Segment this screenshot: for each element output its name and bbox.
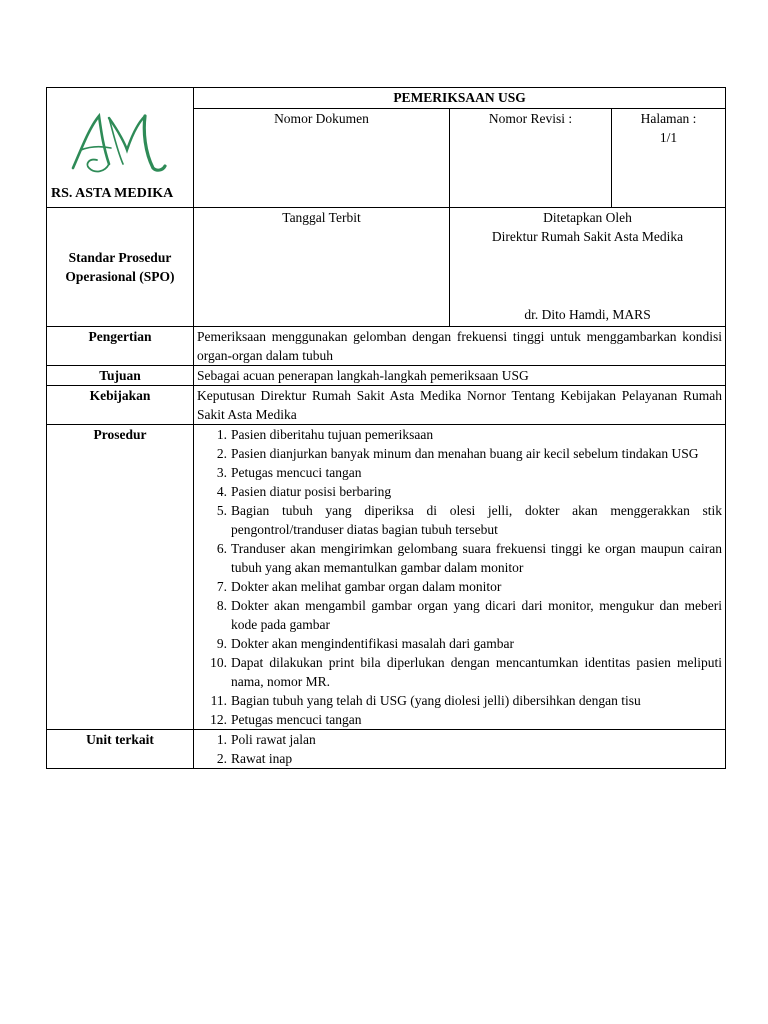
spo-document [46,87,725,769]
director-title: Direktur Rumah Sakit Asta Medika [491,229,684,244]
prosedur-step-number: 8. [216,598,227,613]
prosedur-step [197,501,722,539]
prosedur-step-number: 5. [216,503,227,518]
revision-label: Nomor Revisi : [450,109,612,208]
prosedur-step-text: Petugas mencuci tangan [231,712,362,727]
prosedur-step-text: Bagian tubuh yang telah di USG (yang diolesi jelli) dibersihkan dengan tisu [231,693,641,708]
unit-item [197,749,722,768]
prosedur-step [197,577,722,596]
unit-item-text: Poli rawat jalan [231,732,316,747]
prosedur-step-text: Petugas mencuci tangan [231,465,362,480]
prosedur-step [197,463,722,482]
prosedur-step-number: 10. [210,655,227,670]
prosedur-step-number: 6. [216,541,227,556]
document-title: PEMERIKSAAN USG [194,88,726,109]
prosedur-step-number: 9. [216,636,227,651]
page-info [612,109,726,208]
kebijakan-text: Keputusan Direktur Rumah Sakit Asta Medika Nornor Tentang Kebijakan Pelayanan Rumah Sakit Asta Medika [194,386,726,425]
prosedur-step-text: Dokter akan mengambil gambar organ yang dicari dari monitor, mengukur dan meberi kode pada gambar [231,598,723,632]
unit-item-number: 1. [216,732,227,747]
prosedur-step-text: Dapat dilakukan print bila diperlukan dengan mencantumkan identitas pasien meliputi nama, nomor MR. [231,655,723,689]
prosedur-step-text: Pasien diberitahu tujuan pemeriksaan [231,427,434,442]
unit-item [197,730,722,749]
unit-list [197,730,722,768]
spo-label-line1: Standar Prosedur [68,250,172,265]
prosedur-step [197,710,722,729]
pengertian-label: Pengertian [47,327,194,366]
prosedur-step-number: 4. [216,484,227,499]
prosedur-step-text: Dokter akan mengindentifikasi masalah dari gambar [231,636,515,651]
issue-date-label: Tanggal Terbit [194,208,450,327]
unit-item-text: Rawat inap [231,751,293,766]
prosedur-step-number: 1. [216,427,227,442]
prosedur-step [197,691,722,710]
director-name: dr. Dito Hamdi, MARS [524,307,651,322]
spo-table [46,87,726,769]
prosedur-step-text: Dokter akan melihat gambar organ dalam monitor [231,579,502,594]
pengertian-text: Pemeriksaan menggunakan gelomban dengan frekuensi tinggi untuk menggambarkan kondisi organ-organ dalam tubuh [194,327,726,366]
hospital-logo-icon [69,110,169,178]
tujuan-text: Sebagai acuan penerapan langkah-langkah pemeriksaan USG [194,366,726,386]
unit-item-number: 2. [216,751,227,766]
prosedur-list [197,425,722,729]
prosedur-step-text: Bagian tubuh yang diperiksa di olesi jelli, dokter akan menggerakkan stik pengontrol/tranduser diatas bagian tubuh tersebut [231,503,723,537]
page-value: 1/1 [659,130,678,145]
unit-content [194,730,726,769]
kebijakan-label: Kebijakan [47,386,194,425]
spo-label [47,208,194,327]
prosedur-step-number: 11. [210,693,227,708]
prosedur-step [197,539,722,577]
prosedur-step [197,425,722,444]
doc-number-label: Nomor Dokumen [194,109,450,208]
spo-label-line2: Operasional (SPO) [65,269,175,284]
prosedur-step-number: 12. [210,712,227,727]
prosedur-label: Prosedur [47,425,194,730]
determined-by-label: Ditetapkan Oleh [543,210,632,225]
unit-label: Unit terkait [47,730,194,769]
prosedur-step [197,653,722,691]
page-label: Halaman : [640,111,697,126]
prosedur-step [197,482,722,501]
logo-cell [47,88,194,208]
prosedur-step-text: Pasien diatur posisi berbaring [231,484,392,499]
prosedur-step-number: 2. [216,446,227,461]
prosedur-step-text: Pasien dianjurkan banyak minum dan menahan buang air kecil sebelum tindakan USG [231,446,699,461]
determined-by-cell [450,208,726,327]
prosedur-step-text: Tranduser akan mengirimkan gelombang suara frekuensi tinggi ke organ maupun cairan tubuh yang akan memantulkan gambar dalam monitor [231,541,723,575]
tujuan-label: Tujuan [47,366,194,386]
prosedur-step-number: 7. [216,579,227,594]
hospital-name: RS. ASTA MEDIKA [51,186,174,201]
prosedur-step [197,444,722,463]
prosedur-step-number: 3. [216,465,227,480]
prosedur-content [194,425,726,730]
prosedur-step [197,596,722,634]
prosedur-step [197,634,722,653]
